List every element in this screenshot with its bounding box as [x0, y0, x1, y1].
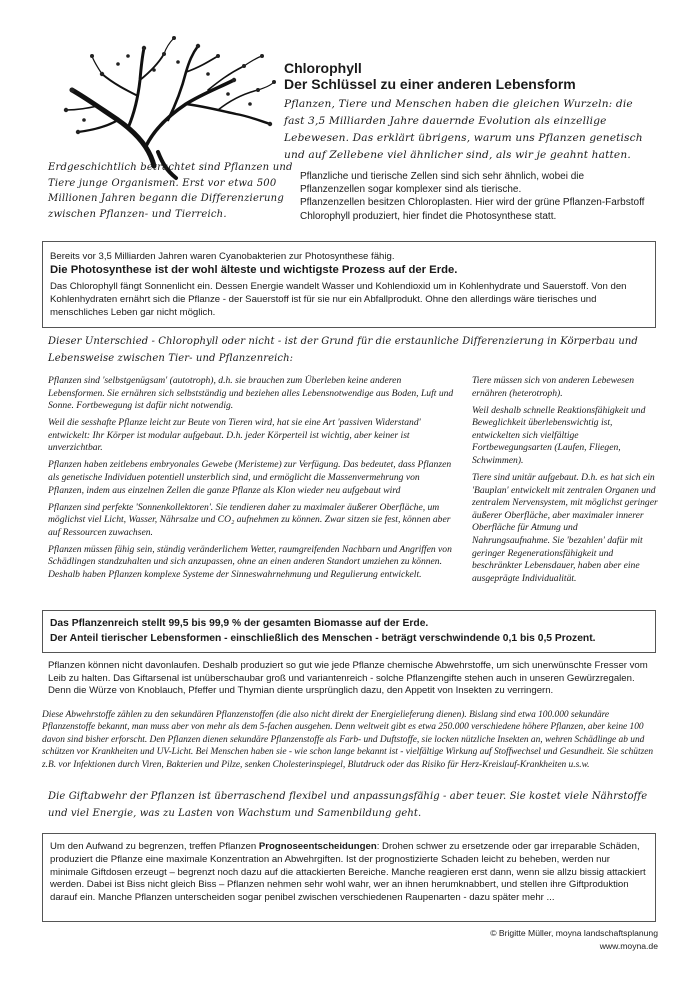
animals-paragraph: Tiere sind unitär aufgebaut. D.h. es hat sich ein 'Bauplan' entwickelt mit zentralen Organen und zentralem Nervensystem, mit möglichst geringer äußerer Oberfläche, aber maximaler innerer Oberfläche für Atmung und Nahrungsaufnahme. Sie 'bezahlen' dafür mit geringer Regenerationsfähigkeit und beschränkter Lebensdauer, haben aber eine ausgeprägte Individualität. — [472, 471, 658, 584]
plants-paragraph: Pflanzen sind perfekte 'Sonnenkollektoren'. Sie tendieren daher zu maximaler äußerer Oberfläche, um möglichst viel Licht, Wasser, Nährsalze und CO₂ aufnehmen zu können. Zwar sitzen sie fest, können aber auf Ressourcen zuwachsen. — [48, 501, 451, 538]
prognosis-box — [42, 833, 656, 922]
gift-defense-note: Die Giftabwehr der Pflanzen ist überraschend flexibel und anpassungsfähig - aber teuer. Sie kostet viele Nährstoffe und viel Energie, was zu Lasten von Wachstum und Samenbildung geht. — [48, 791, 648, 819]
prognosis-text: Um den Aufwand zu begrenzen, treffen Pflanzen — [50, 841, 259, 852]
secondary-substances-text: Diese Abwehrstoffe zählen zu den sekundären Pflanzenstoffen (die also nicht direkt der Energielieferung dienen). Bislang sind etwa 100.000 sekundäre Pflanzenstoffe bekannt, man muss aber von mehr als dem 5-fachen ausgehen. Denn weltweit gibt es etwa 250.000 verschiedene höhere Pflanzen, aber keine 100 davon sind bisher erforscht. Den Pflanzen dienen sekundäre Pflanzenstoffe als Farb- und Duftstoffe, sie locken nützliche Insekten an, wehren Schädlinge ab und schützen vor Krankheiten und UV-Licht. Bei Menschen haben sie - wie schon lange bekannt ist - vielfältige Wirkung auf Stoffwechsel und Gesundheit. Sie schützen z.B. vor Infektionen durch Viren, Bakterien und Pilze, senken Cholesterinspiegel, Blutdruck oder das Risiko für Herz-Kreislauf-Krankheiten u.s.w. — [42, 710, 654, 770]
difference-note: Dieser Unterschied - Chlorophyll oder nicht - ist der Grund für die erstaunliche Differenzierung in Körperbau und Lebensweise zwischen Tier- und Pflanzenreich: — [48, 336, 638, 364]
plants-paragraph: Weil die sesshafte Pflanze leicht zur Beute von Tieren wird, hat sie eine Art 'passiven Widerstand' entwickelt: Ihr Körper ist modular aufgebaut. D.h. jeder Körperteil ist wichtig, aber keiner ist unverzichtbar. — [48, 417, 421, 454]
plants-paragraph: Pflanzen haben zeitlebens embryonales Gewebe (Meristeme) zur Verfügung. Das bedeutet, dass Pflanzen als genetische Individuen potentiell unsterblich sind, und ermöglicht die Massenvermehrung von Pflanzen, indem aus einzelnen Zellen die ganze Pflanze als Klon wieder neu aufgebaut wird — [48, 459, 452, 496]
biomass-line: Der Anteil tierischer Lebensformen - einschließlich des Menschen - beträgt verschwindende 0,1 bis 0,5 Prozent. — [50, 633, 596, 644]
animals-paragraph: Weil deshalb schnelle Reaktionsfähigkeit und Beweglichkeit überlebenswichtig ist, entwickelten sich vielfältige Fortbewegungsarten (Laufen, Fliegen, Schwimmen). — [472, 404, 646, 466]
plants-paragraph: Pflanzen müssen fähig sein, ständig veränderlichem Wetter, raumgreifenden Nachbarn und Angriffen von Schädlingen standzuhalten und sich anzupassen, ohne an einen anderen Standort umziehen zu können. Deshalb haben Pflanzen komplexe Systeme der Sinneswahrnehmung und Regulierung entwickelt. — [48, 543, 452, 580]
plants-column — [48, 375, 458, 586]
photosynthesis-headline: Die Photosynthese ist der wohl älteste und wichtigste Prozess auf der Erde. — [50, 264, 458, 276]
photosynthesis-box — [42, 241, 656, 328]
earth-history-note: Erdgeschichtlich betrachtet sind Pflanzen und Tiere junge Organismen. Erst vor etwa 500 Millionen Jahren begann die Differenzierung zwischen Pflanzen- und Tierreich. — [48, 162, 293, 220]
copyright: © Brigitte Müller, moyna landschaftsplanung — [490, 928, 658, 938]
cells-paragraph: Pflanzenzellen besitzen Chloroplasten. Hier wird der grüne Pflanzen-Farbstoff Chlorophyll produziert, hier findet die Photosynthese statt. — [300, 197, 645, 222]
prognosis-text: : Drohen schwer zu ersetzende oder gar irreparable Schäden, produziert die Pflanze eine maximale Konzentration an Abwehrgiften. Ist der prognostizierte Schaden leicht zu beheben, werden nur minimale Giftdosen erzeugt – begrenzt noch dazu auf die attackierten Bereiche. Manche reagieren erst dann, wenn sie allzu bissig attackiert werden. Dabei ist Biss nicht gleich Biss – Pflanzen nehmen sehr wohl wahr, wer an ihnen herumknabbert, und stellen ihre Giftproduktion darauf ein. Manche Pflanzen unterscheiden sogar penibel zwischen verschiedenen Raupenarten - dazu später mehr ... — [50, 841, 646, 904]
website-link[interactable]: www.moyna.de — [599, 941, 658, 951]
intro-text: Pflanzen, Tiere und Menschen haben die gleichen Wurzeln: die fast 3,5 Milliarden Jahre dauernde Evolution als einzellige Lebewesen. Das erklärt übrigens, warum uns Pflanzen genetisch und auf Zellebene viel ähnlicher sind, als wir je geahnt hatten. — [284, 98, 643, 161]
plants-paragraph: Pflanzen sind 'selbstgenügsam' (autotroph), d.h. sie brauchen zum Überleben keine anderen Lebensformen. Sie ernähren sich selbstständig und beziehen alles Lebensnotwendige aus Boden, Luft und Sonne. Fortbewegung ist dafür nicht notwendig. — [48, 375, 454, 412]
prognosis-keyword: Prognoseentscheidungen — [258, 841, 377, 852]
biomass-line: Das Pflanzenreich stellt 99,5 bis 99,9 % der gesamten Biomasse auf der Erde. — [50, 618, 429, 629]
page-title: Chlorophyll — [284, 60, 362, 76]
biomass-box — [42, 610, 656, 653]
photosynthesis-intro: Bereits vor 3,5 Milliarden Jahren waren Cyanobakterien zur Photosynthese fähig. — [50, 251, 395, 262]
animals-column — [472, 375, 658, 590]
defense-text: Pflanzen können nicht davonlaufen. Deshalb produziert so gut wie jede Pflanze chemische Abwehrstoffe, um sich unerwünschte Fresser vom Leib zu halten. Das Giftarsenal ist unüberschaubar groß und variantenreich - solche Pflanzengifte stehen auch in unseren Gewürzregalen. Denn die Würze von Knoblauch, Pfeffer und Thymian diente ursprünglich dazu, den Appetit von Insekten zu verringern. — [48, 660, 648, 697]
cells-text — [300, 170, 650, 223]
page-subtitle: Der Schlüssel zu einer anderen Lebensform — [284, 76, 576, 92]
animals-paragraph: Tiere müssen sich von anderen Lebewesen ernähren (heterotroph). — [472, 375, 635, 399]
cells-paragraph: Pflanzliche und tierische Zellen sind sich sehr ähnlich, wobei die Pflanzenzellen sogar komplexer sind als tierische. — [300, 171, 585, 196]
photosynthesis-text: Das Chlorophyll fängt Sonnenlicht ein. Dessen Energie wandelt Wasser und Kohlendioxid um in Kohlenhydrate und Sauerstoff. Von den Kohlenhydraten ernährt sich die Pflanze - der Sauerstoff ist für sie nur ein Abfallprodukt. Ohne den allerdings wäre tierisches und menschliches Leben gar nicht möglich. — [50, 281, 627, 318]
